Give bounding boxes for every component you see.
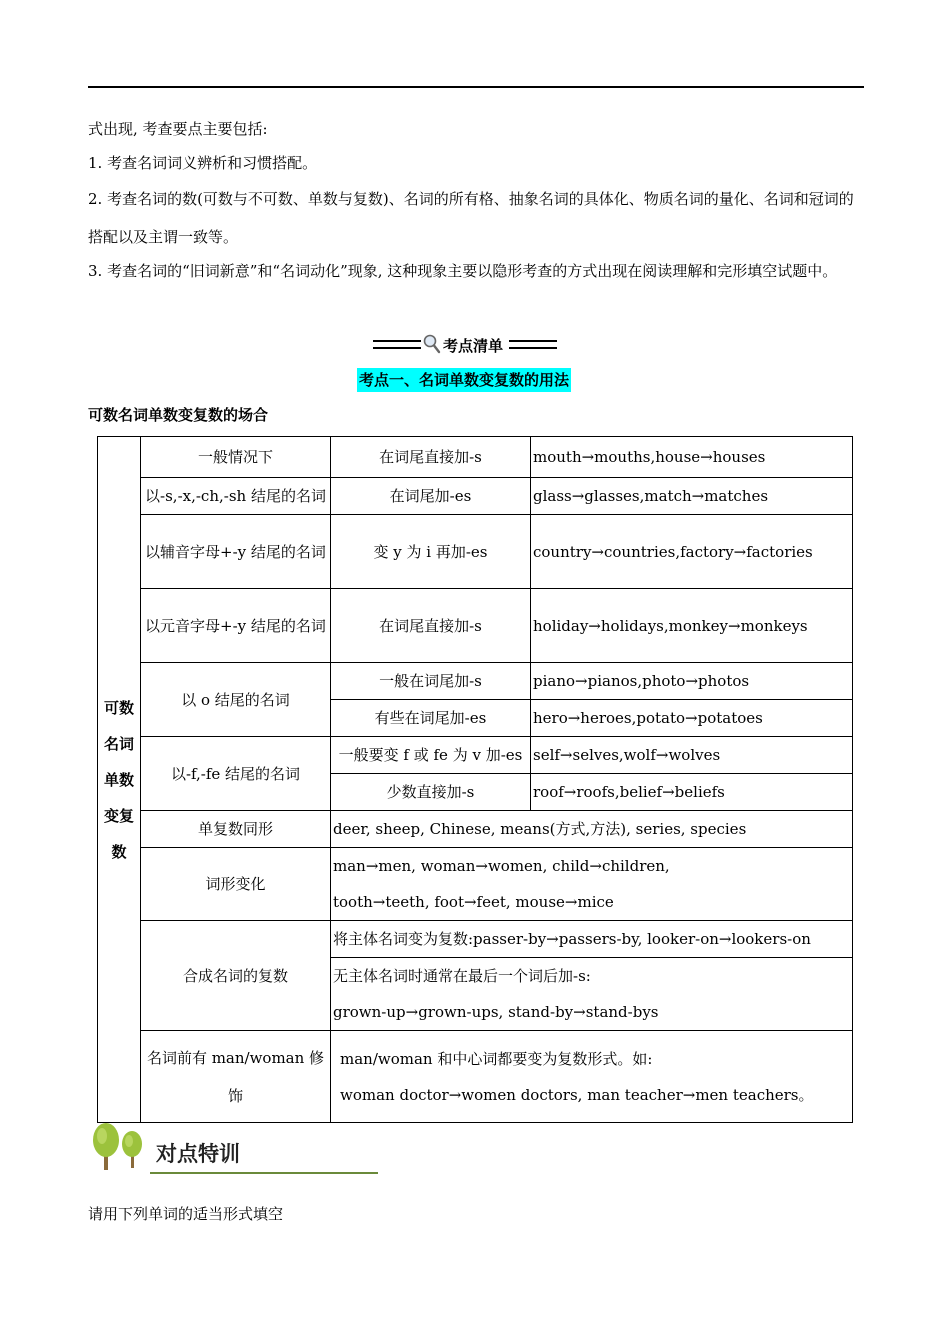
example-line: 无主体名词时通常在最后一个词后加-s: (333, 967, 591, 985)
example-line: man→men, woman→women, child→children, (333, 857, 670, 875)
side-label-part: 名词 (103, 734, 134, 753)
case-cell: 以元音字母+-y 结尾的名词 (141, 589, 331, 663)
case-cell: 以辅音字母+-y 结尾的名词 (141, 515, 331, 589)
rule-cell: 一般在词尾加-s (331, 663, 531, 700)
banner-line-left (373, 340, 421, 349)
table-row (98, 589, 853, 663)
header-rule (88, 86, 864, 88)
section-title: 考点一、名词单数变复数的用法 (357, 368, 571, 392)
rule-cell: 变 y 为 i 再加-es (331, 515, 531, 589)
table-row (98, 737, 853, 774)
training-label: 对点特训 (156, 1142, 240, 1166)
training-underline (150, 1172, 378, 1174)
case-cell: 以-s,-x,-ch,-sh 结尾的名词 (141, 478, 331, 515)
example-cell: country→countries,factory→factories (531, 515, 853, 589)
example-cell (331, 1031, 853, 1123)
example-line: man/woman 和中心词都要变为复数形式。如: (340, 1049, 653, 1068)
case-cell: 以 o 结尾的名词 (141, 663, 331, 737)
example-cell: holiday→holidays,monkey→monkeys (531, 589, 853, 663)
example-line: woman doctor→women doctors, man teacher→men teachers。 (340, 1085, 814, 1104)
case-cell: 词形变化 (141, 848, 331, 921)
checklist-banner (373, 332, 573, 360)
rule-cell: 在词尾直接加-s (331, 437, 531, 478)
point-3: 3. 考查名词的“旧词新意”和“名词动化”现象, 这种现象主要以隐形考查的方式出现在阅读理解和完形填空试题中。 (88, 262, 838, 280)
magnifier-icon (423, 334, 441, 354)
rule-cell: 少数直接加-s (331, 774, 531, 811)
example-cell: piano→pianos,photo→photos (531, 663, 853, 700)
point-2: 2. 考查名词的数(可数与不可数、单数与复数)、名词的所有格、抽象名词的具体化、物质名词的量化、名词和冠词的搭配以及主谓一致等。 (88, 190, 854, 246)
example-cell: self→selves,wolf→wolves (531, 737, 853, 774)
rule-cell: 有些在词尾加-es (331, 700, 531, 737)
example-cell (331, 958, 853, 1031)
case-cell: 以-f,-fe 结尾的名词 (141, 737, 331, 811)
table-row (98, 848, 853, 921)
intro-line: 式出现, 考查要点主要包括: (88, 120, 268, 138)
example-cell (331, 848, 853, 921)
side-label-part: 单数 (103, 770, 134, 789)
rule-cell: 在词尾直接加-s (331, 589, 531, 663)
side-label-part: 可数 (103, 698, 134, 717)
case-cell: 合成名词的复数 (141, 921, 331, 1031)
example-line: grown-up→grown-ups, stand-by→stand-bys (333, 1003, 659, 1021)
example-cell: roof→roofs,belief→beliefs (531, 774, 853, 811)
table-row (98, 515, 853, 589)
task-instruction: 请用下列单词的适当形式填空 (88, 1205, 284, 1223)
table-row (98, 478, 853, 515)
tree-icon (90, 1122, 152, 1174)
rule-cell: 在词尾加-es (331, 478, 531, 515)
table-row (98, 663, 853, 700)
table-row (98, 921, 853, 958)
rule-cell: 一般要变 f 或 fe 为 v 加-es (331, 737, 531, 774)
side-label-part: 变复 (103, 806, 134, 825)
example-cell: deer, sheep, Chinese, means(方式,方法), series, species (331, 811, 853, 848)
table-row (98, 1031, 853, 1123)
example-cell: glass→glasses,match→matches (531, 478, 853, 515)
banner-line-right (509, 340, 557, 349)
training-header (90, 1122, 290, 1178)
side-label (98, 437, 141, 1123)
section-subtitle: 可数名词单数变复数的场合 (88, 406, 269, 424)
table-row (98, 437, 853, 478)
plural-rules-table (97, 436, 853, 1123)
point-1: 1. 考查名词词义辨析和习惯搭配。 (88, 154, 318, 172)
example-cell: mouth→mouths,house→houses (531, 437, 853, 478)
case-cell: 单复数同形 (141, 811, 331, 848)
table-row (98, 811, 853, 848)
example-cell: hero→heroes,potato→potatoes (531, 700, 853, 737)
banner-label: 考点清单 (443, 337, 504, 355)
example-cell: 将主体名词变为复数:passer-by→passers-by, looker-on→lookers-on (331, 921, 853, 958)
side-label-part: 数 (111, 842, 127, 861)
case-cell: 一般情况下 (141, 437, 331, 478)
case-cell: 名词前有 man/woman 修饰 (141, 1031, 331, 1123)
example-line: tooth→teeth, foot→feet, mouse→mice (333, 893, 614, 911)
